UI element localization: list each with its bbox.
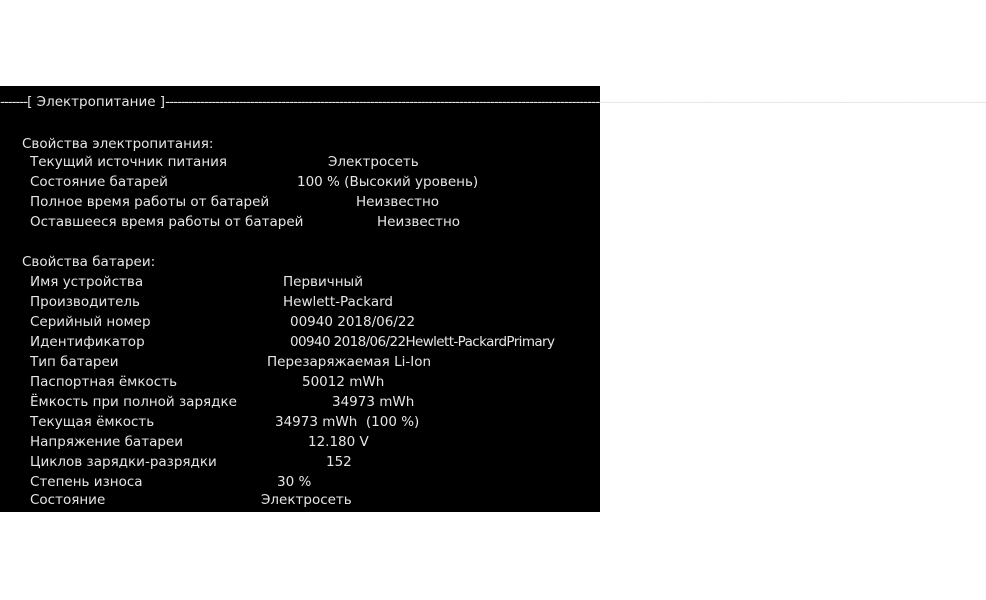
power-info-console	[0, 86, 986, 512]
row-value: 12.180 V	[308, 434, 369, 450]
row-value: 34973 mWh	[332, 394, 415, 410]
header-dashes-right: --------------------------------------------------------------------------------------------------------------------------------------------------------------------------------------------------------------------	[165, 94, 986, 110]
row-label: Текущая ёмкость	[30, 414, 155, 430]
row-label: Оставшееся время работы от батарей	[30, 214, 304, 230]
row-value: Первичный	[283, 274, 363, 290]
row-value: Электросеть	[328, 154, 419, 170]
power-heading-text: Свойства электропитания:	[22, 136, 214, 152]
header-title: [ Электропитание ]	[27, 94, 166, 110]
row-value: 50012 mWh	[302, 374, 385, 390]
row-value: 00940 2018/06/22	[290, 314, 416, 330]
row-label: Идентификатор	[30, 334, 145, 350]
header-dashes-left: -------	[0, 94, 28, 110]
row-value: 34973 mWh (100 %)	[275, 414, 420, 430]
row-value: 30 %	[277, 474, 312, 490]
row-value: 152	[326, 454, 352, 470]
row-label: Паспортная ёмкость	[30, 374, 178, 390]
row-label: Имя устройства	[30, 274, 144, 290]
row-label: Состояние	[30, 492, 106, 508]
row-value: Электросеть	[261, 492, 352, 508]
row-value: 00940 2018/06/22Hewlett-PackardPrimary	[290, 334, 555, 350]
row-label: Полное время работы от батарей	[30, 194, 270, 210]
section-header	[0, 92, 986, 112]
row-label: Текущий источник питания	[30, 154, 228, 170]
row-value: Hewlett-Packard	[283, 294, 393, 310]
battery-heading-text: Свойства батареи:	[22, 254, 156, 270]
row-value: Перезаряжаемая Li-Ion	[267, 354, 432, 370]
row-label: Напряжение батареи	[30, 434, 183, 450]
row-label: Состояние батарей	[30, 174, 168, 190]
row-value: 100 % (Высокий уровень)	[297, 174, 479, 190]
row-label: Серийный номер	[30, 314, 151, 330]
row-value: Неизвестно	[356, 194, 440, 210]
row-value: Неизвестно	[377, 214, 461, 230]
row-label: Производитель	[30, 294, 141, 310]
row-label: Ёмкость при полной зарядке	[30, 394, 237, 410]
row-label: Циклов зарядки-разрядки	[30, 454, 217, 470]
row-label: Степень износа	[30, 474, 143, 490]
row-label: Тип батареи	[30, 354, 119, 370]
